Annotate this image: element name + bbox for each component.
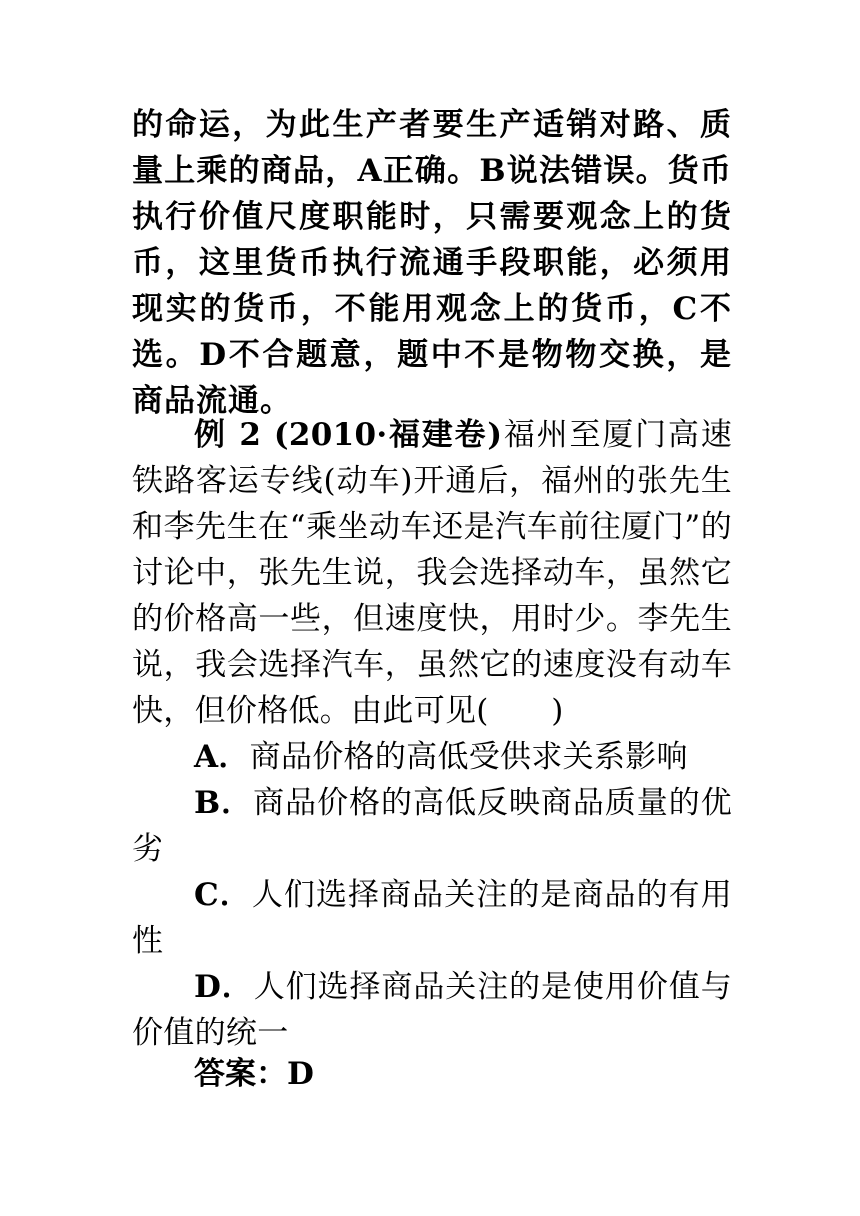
option-d xyxy=(132,964,732,1056)
question-source: (2010·福建卷) xyxy=(273,417,503,453)
question-stem xyxy=(132,412,732,734)
explanation-paragraph: 的命运，为此生产者要生产适销对路、质量上乘的商品，A正确。B说法错误。货币执行价值尺度职能时，只需要观念上的货币，这里货币执行流通手段职能，必须用现实的货币，不能用观念上的货币，C不选。D不合题意，题中不是物物交换，是商品流通。 xyxy=(132,107,732,419)
option-d-text: 人们选择商品关注的是使用价值与价值的统一 xyxy=(132,969,733,1051)
option-d-letter: D． xyxy=(194,969,254,1005)
option-c xyxy=(132,872,732,964)
option-c-letter: C． xyxy=(194,877,252,913)
question-block xyxy=(132,412,732,734)
answer-line: 答案：D xyxy=(194,1056,314,1092)
option-b xyxy=(132,780,732,872)
option-a xyxy=(132,734,732,780)
option-b-letter: B． xyxy=(194,785,254,821)
option-b-text: 商品价格的高低反映商品质量的优劣 xyxy=(132,785,732,867)
question-text: 福州至厦门高速铁路客运专线(动车)开通后，福州的张先生和李先生在“乘坐动车还是汽车前往厦门”的讨论中，张先生说，我会选择动车，虽然它的价格高一些，但速度快，用时少。李先生说，我会选择汽车，虽然它的速度没有动车快，但价格低。由此可见( ) xyxy=(132,417,732,729)
option-a-letter: A． xyxy=(194,739,250,775)
question-label: 例 2 xyxy=(194,417,274,453)
option-a-text: 商品价格的高低受供求关系影响 xyxy=(249,739,688,775)
option-c-text: 人们选择商品关注的是商品的有用性 xyxy=(132,877,733,959)
